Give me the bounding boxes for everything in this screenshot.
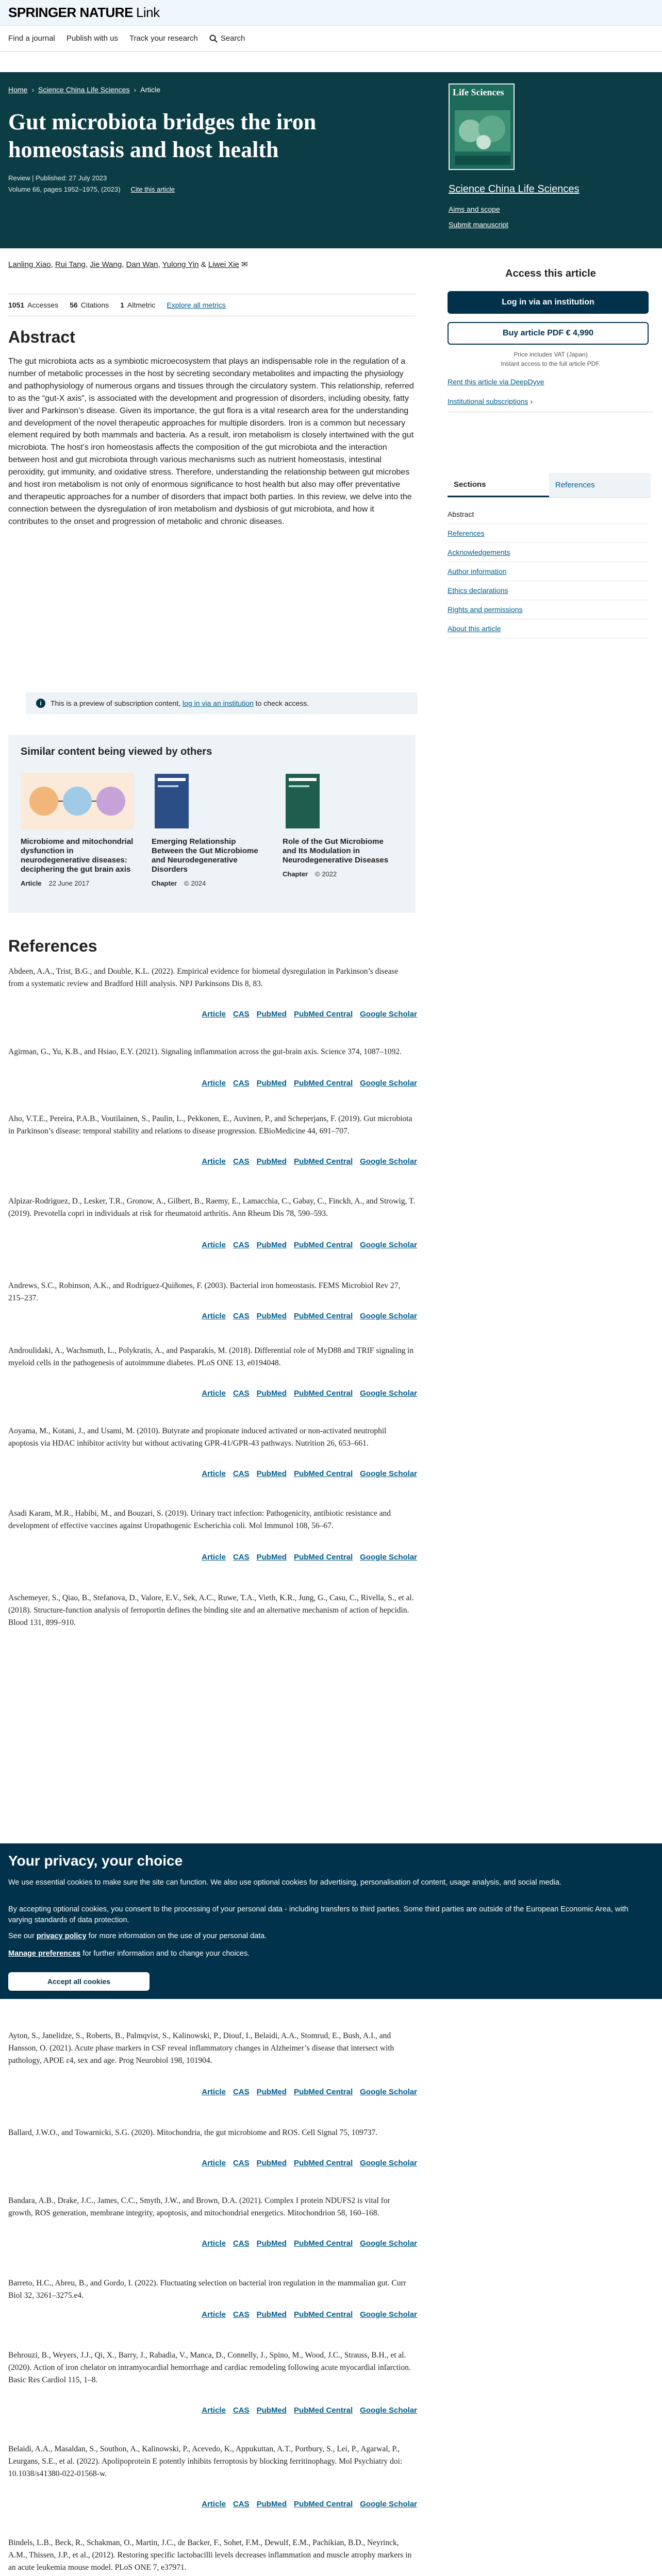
toc-references[interactable]: References bbox=[448, 524, 649, 543]
altmetric-label: Altmetric bbox=[127, 301, 156, 309]
ref-pubmed-central-link[interactable]: PubMed Central bbox=[293, 2406, 353, 2415]
cookie-consent-banner bbox=[0, 1843, 662, 1999]
ref-article-link[interactable]: Article bbox=[202, 1157, 226, 1166]
access-panel bbox=[448, 268, 654, 412]
reference-links bbox=[202, 1079, 417, 1088]
tab-references[interactable]: References bbox=[549, 473, 651, 497]
breadcrumb bbox=[8, 86, 160, 94]
accesses-count: 1051 bbox=[8, 301, 25, 309]
reference-item: Aschemeyer, S., Qiao, B., Stefanova, D., Valore, E.V., Sek, A.C., Ruwe, T.A., Vieth, K.R., Jung, G., Casu, C., Rivella, S., et al. (2018). Structure-function analysis of ferroportin defines the binding site and an alternative mechanism of action of hepcidin. Blood 131, 899–910. bbox=[8, 1594, 414, 1627]
submit-manuscript-link[interactable]: Submit manuscript bbox=[449, 221, 508, 229]
ref-article-link[interactable]: Article bbox=[202, 2239, 226, 2248]
explore-metrics-link[interactable]: Explore all metrics bbox=[167, 301, 226, 309]
ref-pubmed-central-link[interactable]: PubMed Central bbox=[293, 1469, 353, 1478]
ref-pubmed-central-link[interactable]: PubMed Central bbox=[293, 1241, 353, 1249]
ref-pubmed-central-link[interactable]: PubMed Central bbox=[293, 1389, 353, 1398]
reference-item: Behrouzi, B., Weyers, J.J., Qi, X., Barry, J., Rabadia, V., Manca, D., Connelly, J., Spino, M., Wood, J.C., Strauss, B.H., et al. (2020). Action of iron chelator on intramyocardial hemorrhage and cardiac remodeling following acute myocardial infarction. Basic Res Cardiol 115, 1–8. bbox=[8, 2351, 411, 2384]
author-link[interactable]: Rui Tang bbox=[55, 260, 86, 269]
ref-article-link[interactable]: Article bbox=[202, 1010, 226, 1019]
citations-label: Citations bbox=[80, 301, 109, 309]
ref-pubmed-central-link[interactable]: PubMed Central bbox=[293, 2239, 353, 2248]
journal-name-link[interactable]: Science China Life Sciences bbox=[449, 183, 580, 195]
institutional-subscriptions-link[interactable]: Institutional subscriptions bbox=[448, 397, 528, 405]
ref-google-scholar-link[interactable]: Google Scholar bbox=[360, 2088, 417, 2096]
reference-links bbox=[202, 1010, 417, 1019]
accesses-label: Accesses bbox=[27, 301, 59, 309]
track-research-link[interactable]: Track your research bbox=[129, 34, 198, 43]
reference-links bbox=[202, 2310, 417, 2319]
ref-cas-link[interactable]: CAS bbox=[233, 1312, 250, 1320]
breadcrumb-home[interactable]: Home bbox=[8, 86, 28, 94]
reference-links bbox=[202, 1157, 417, 1166]
cookie-paragraph-4: Manage preferences for further information and to change your choices. bbox=[8, 1950, 250, 1958]
cookie-paragraph-1: We use essential cookies to make sure the site can function. We also use optional cookies for advertising, personalisation of content, usage analysis, and social media. bbox=[8, 1878, 562, 1887]
author-link[interactable]: Liwei Xie bbox=[208, 260, 239, 269]
ref-cas-link[interactable]: CAS bbox=[233, 1010, 250, 1019]
reference-item: Andrews, S.C., Robinson, A.K., and Rodríguez-Quiñones, F. (2003). Bacterial iron homeostasis. FEMS Microbiol Rev 27, 215–237. bbox=[8, 1281, 401, 1302]
brand-bar bbox=[0, 0, 662, 26]
author-link[interactable]: Lanling Xiao bbox=[8, 260, 51, 269]
card-title[interactable]: Microbiome and mitochondrial dysfunction in neurodegenerative diseases: deciphering the gut brain axis bbox=[21, 837, 134, 874]
card-meta: Chapter © 2022 bbox=[283, 870, 337, 878]
ref-google-scholar-link[interactable]: Google Scholar bbox=[360, 1010, 417, 1019]
access-heading: Access this article bbox=[505, 268, 596, 279]
references-heading: References bbox=[8, 937, 97, 955]
ref-article-link[interactable]: Article bbox=[202, 1312, 226, 1320]
privacy-policy-link[interactable]: privacy policy bbox=[36, 1932, 87, 1940]
reference-item: Aoyama, M., Kotani, J., and Usami, M. (2010). Butyrate and propionate induced activated or non-activated neutrophil apoptosis via HDAC inhibitor activity but without activating GPR-41/GPR-43 pathways. Nutrition 26, 653–661. bbox=[8, 1427, 387, 1448]
sections-list bbox=[448, 505, 649, 638]
breadcrumb-journal[interactable]: Science China Life Sciences bbox=[38, 86, 130, 94]
price-tax-note: Price includes VAT (Japan) Instant access to the full article PDF. bbox=[501, 351, 601, 367]
ref-pubmed-central-link[interactable]: PubMed Central bbox=[293, 1010, 353, 1019]
institutional-subscriptions bbox=[448, 397, 654, 412]
ref-pubmed-central-link[interactable]: PubMed Central bbox=[293, 2088, 353, 2096]
search-button[interactable] bbox=[209, 34, 245, 43]
ref-pubmed-link[interactable]: PubMed bbox=[256, 1241, 287, 1249]
citations-count: 56 bbox=[70, 301, 78, 309]
ref-cas-link[interactable]: CAS bbox=[233, 1241, 250, 1249]
ref-article-link[interactable]: Article bbox=[202, 1469, 226, 1478]
accept-all-cookies-button[interactable]: Accept all cookies bbox=[8, 1972, 150, 1991]
ref-google-scholar-link[interactable]: Google Scholar bbox=[360, 1389, 417, 1398]
cookie-paragraph-2: By accepting optional cookies, you consent to the processing of your personal data - including transfers to third parties. Some third parties are outside of the European Economic Area, with varying standards of data protection. bbox=[8, 1905, 628, 1924]
journal-links bbox=[449, 205, 508, 236]
similar-content-heading: Similar content being viewed by others bbox=[21, 746, 212, 757]
ref-google-scholar-link[interactable]: Google Scholar bbox=[360, 1079, 417, 1088]
subscription-preview-notice bbox=[26, 692, 418, 714]
ref-cas-link[interactable]: CAS bbox=[233, 2239, 250, 2248]
reference-item: Agirman, G., Yu, K.B., and Hsiao, E.Y. (2021). Signaling inflammation across the gut-brain axis. Science 374, 1087–1092. bbox=[8, 1047, 402, 1056]
institution-login-button[interactable]: Log in via an institution bbox=[448, 291, 649, 314]
author-list: Lanling Xiao, Rui Tang, Jie Wang, Dan Wan, Yulong Yin & Liwei Xie ✉ bbox=[8, 260, 248, 269]
ref-google-scholar-link[interactable]: Google Scholar bbox=[360, 1553, 417, 1562]
top-navigation bbox=[0, 26, 662, 52]
ref-pubmed-link[interactable]: PubMed bbox=[256, 1469, 287, 1478]
ref-pubmed-central-link[interactable]: PubMed Central bbox=[293, 1553, 353, 1562]
similar-content-card[interactable] bbox=[283, 773, 396, 878]
reference-links bbox=[202, 1553, 417, 1562]
reference-links bbox=[202, 2159, 417, 2167]
buy-article-button[interactable]: Buy article PDF € 4,990 bbox=[448, 322, 649, 345]
article-hero bbox=[0, 72, 662, 248]
deepdyve-rent bbox=[448, 378, 654, 386]
reference-item: Barreto, H.C., Abreu, B., and Gordo, I. (2022). Fluctuating selection on bacterial iron regulation in the mammalian gut. Curr Biol 32, 3261–3275.e4. bbox=[8, 2279, 406, 2300]
ref-pubmed-central-link[interactable]: PubMed Central bbox=[293, 2500, 353, 2509]
ref-pubmed-link[interactable]: PubMed bbox=[256, 2500, 287, 2509]
toc-abstract[interactable]: Abstract bbox=[448, 505, 649, 524]
reference-item: Bandara, A.B., Drake, J.C., James, C.C., Smyth, J.W., and Brown, D.A. (2021). Complex I protein NDUFS2 is vital for growth, ROS generation, membrane integrity, apoptosis, and mitochondrial energetics. Mitochondrion 58, 160–168. bbox=[8, 2196, 390, 2217]
reference-links bbox=[202, 1312, 417, 1320]
ref-pubmed-link[interactable]: PubMed bbox=[256, 2159, 287, 2167]
ref-pubmed-central-link[interactable]: PubMed Central bbox=[293, 2159, 353, 2167]
ref-pubmed-central-link[interactable]: PubMed Central bbox=[293, 1312, 353, 1320]
reference-item: Bindels, L.B., Beck, R., Schakman, O., Martin, J.C., de Backer, F., Sohet, F.M., Dewulf, E.M., Pachikian, B.D., Neyrinck, A.M., Thissen, J.P., et al., (2012). Restoring specific lactobacilli levels decreases inflammation and muscle atrophy markers in an acute leukemia mouse model. PLoS ONE 7, e37971. bbox=[8, 2538, 412, 2572]
author-link[interactable]: Dan Wan bbox=[126, 260, 158, 269]
author-link[interactable]: Jie Wang bbox=[90, 260, 122, 269]
reference-item: Alpizar-Rodriguez, D., Lesker, T.R., Gronow, A., Gilbert, B., Raemy, E., Lamacchia, C., Gabay, C., Finckh, A., and Strowig, T. (2019). Prevotella copri in individuals at risk for rheumatoid arthritis. Ann Rheum Dis 78, 590–593. bbox=[8, 1197, 416, 1218]
ref-pubmed-link[interactable]: PubMed bbox=[256, 1312, 287, 1320]
reference-links bbox=[202, 1469, 417, 1478]
chevron-right-icon: › bbox=[530, 397, 533, 405]
ref-google-scholar-link[interactable]: Google Scholar bbox=[360, 1312, 417, 1320]
article-volume-line bbox=[8, 185, 175, 193]
ref-article-link[interactable]: Article bbox=[202, 2500, 226, 2509]
reference-item: Ayton, S., Janelidze, S., Roberts, B., Palmqvist, S., Kalinowski, P., Diouf, I., Belaidi, A.A., Stomrud, E., Bush, A.I., and Hansson, O. (2021). Acute phase markers in CSF reveal inflammatory changes in Alzheimer’s disease that intersect with pathology, APOE ε4, sex and age. Prog Neurobiol 198, 101904. bbox=[8, 2031, 394, 2065]
ref-article-link[interactable]: Article bbox=[202, 1079, 226, 1088]
reference-item: Asadi Karam, M.R., Habibi, M., and Bouzari, S. (2019). Urinary tract infection: Pathogenicity, antibiotic resistance and development of effective vaccines against Uropathogenic Escherichia coli. Mol Immunol 108, 56–67. bbox=[8, 1509, 391, 1530]
institution-login-link[interactable]: log in via an institution bbox=[183, 699, 254, 707]
ref-pubmed-link[interactable]: PubMed bbox=[256, 1079, 287, 1088]
article-metrics bbox=[8, 294, 416, 316]
breadcrumb-article: Article bbox=[140, 86, 161, 94]
ref-google-scholar-link[interactable]: Google Scholar bbox=[360, 1469, 417, 1478]
reference-links bbox=[202, 2088, 417, 2096]
deepdyve-link[interactable]: Rent this article via DeepDyve bbox=[448, 378, 544, 386]
citations-metric bbox=[70, 301, 109, 309]
ref-cas-link[interactable]: CAS bbox=[233, 2406, 250, 2415]
ref-article-link[interactable]: Article bbox=[202, 2159, 226, 2167]
manage-preferences-link[interactable]: Manage preferences bbox=[8, 1950, 81, 1958]
article-volume: Volume 66, pages 1952–1975, (2023) bbox=[8, 185, 121, 193]
ref-cas-link[interactable]: CAS bbox=[233, 2500, 250, 2509]
reference-links bbox=[202, 2406, 417, 2415]
breadcrumb-separator-icon: › bbox=[134, 86, 137, 94]
preview-text: This is a preview of subscription content, log in via an institution to check access. bbox=[51, 699, 309, 707]
abstract-heading: Abstract bbox=[8, 328, 75, 346]
reference-links bbox=[202, 1241, 417, 1249]
cover-art-icon bbox=[450, 84, 515, 170]
ref-google-scholar-link[interactable]: Google Scholar bbox=[360, 2406, 417, 2415]
similar-content-card[interactable] bbox=[152, 773, 265, 887]
email-icon[interactable]: ✉ bbox=[241, 260, 248, 269]
abstract-text: The gut microbiota acts as a symbiotic microecosystem that plays an indispensable role in the regulation of a number of metabolic processes in the host by secreting secondary metabolites and impacting the physiology and pathophysiology of numerous organs and tissues through the circulatory system. This relationship, referred to as the “gut-X axis”, is associated with the development and progression of disorders, including obesity, fatty liver and Parkinson’s disease. Given its importance, the gut flora is a vital research area for the understanding and development of the novel therapeutic approaches for multiple disorders. Iron is a common but necessary element required by both mammals and bacteria. As a result, iron metabolism is closely intertwined with the gut microbiota. The host’s iron homeostasis affects the composition of the gut microbiota and the interaction between host and gut microbiota through various mechanisms such as nutrient homeostasis, intestinal peroxidity, gut immunity, and oxidative stress. Therefore, understanding the relationship between gut microbes and host iron metabolism is not only of enormous significance to host health but also may offer preventative and therapeutic approaches for a number of disorders that impact both parties. In this review, we delve into the connection between the dysregulation of iron metabolism and dysbiosis of gut microbiota, and how it contributes to the onset and progression of metabolic and chronic diseases. bbox=[8, 357, 414, 526]
toc-rights-permissions[interactable]: Rights and permissions bbox=[448, 600, 649, 619]
tab-sections[interactable]: Sections bbox=[448, 473, 549, 497]
find-journal-link[interactable]: Find a journal bbox=[8, 34, 55, 43]
card-meta: Chapter © 2024 bbox=[152, 879, 206, 887]
ref-article-link[interactable]: Article bbox=[202, 2406, 226, 2415]
toc-author-information[interactable]: Author information bbox=[448, 562, 649, 581]
ref-cas-link[interactable]: CAS bbox=[233, 1389, 250, 1398]
search-icon bbox=[209, 35, 218, 43]
ref-cas-link[interactable]: CAS bbox=[233, 2159, 250, 2167]
ref-pubmed-central-link[interactable]: PubMed Central bbox=[293, 1157, 353, 1166]
ref-pubmed-central-link[interactable]: PubMed Central bbox=[293, 1079, 353, 1088]
altmetric-metric bbox=[120, 301, 155, 309]
card-thumbnail-image bbox=[152, 773, 265, 829]
reference-item: Aho, V.T.E., Pereira, P.A.B., Voutilainen, S., Paulin, L., Pekkonen, E., Auvinen, P., and Scheperjans, F. (2019). Gut microbiota in Parkinson’s disease: temporal stability and relations to disease progression. EBioMedicine 44, 691–707. bbox=[8, 1114, 412, 1136]
ref-pubmed-link[interactable]: PubMed bbox=[256, 1010, 287, 1019]
similar-content-card[interactable] bbox=[21, 773, 134, 887]
reference-links bbox=[202, 2500, 417, 2509]
reference-item: Ballard, J.W.O., and Towarnicki, S.G. (2020). Mitochondria, the gut microbiome and ROS. Cell Signal 75, 109737. bbox=[8, 2128, 378, 2137]
ref-article-link[interactable]: Article bbox=[202, 1241, 226, 1249]
cookie-paragraph-3: See our privacy policy for more information on the use of your personal data. bbox=[8, 1932, 267, 1940]
card-title[interactable]: Emerging Relationship Between the Gut Microbiome and Neurodegenerative Disorders bbox=[152, 837, 258, 874]
reference-links bbox=[202, 1389, 417, 1398]
springer-nature-logo[interactable]: SPRINGER NATURE Link bbox=[8, 5, 160, 20]
ref-google-scholar-link[interactable]: Google Scholar bbox=[360, 2310, 417, 2319]
ref-google-scholar-link[interactable]: Google Scholar bbox=[360, 2500, 417, 2509]
reference-item: Androulidaki, A., Wachsmuth, L., Polykratis, A., and Pasparakis, M. (2018). Differential role of MyD88 and TRIF signaling in myeloid cells in the pathogenesis of autoimmune diabetes. PLoS ONE 13, e0194048. bbox=[8, 1346, 414, 1367]
search-label: Search bbox=[220, 34, 245, 43]
ref-pubmed-link[interactable]: PubMed bbox=[256, 1553, 287, 1562]
card-thumbnail-image bbox=[283, 773, 396, 829]
ref-cas-link[interactable]: CAS bbox=[233, 1553, 250, 1562]
reference-item: Belaidi, A.A., Masaldan, S., Southon, A., Kalinowski, P., Acevedo, K., Appukuttan, A.T., Portbury, S., Lei, P., Agarwal, P., Leurgans, S.E., et al. (2022). Apolipoprotein E potently inhibits ferroptosis by blocking ferritinophagy. Mol Psychiatry doi: 10.1038/s41380-022-01568-w. bbox=[8, 2445, 403, 2478]
ref-cas-link[interactable]: CAS bbox=[233, 1469, 250, 1478]
cite-article-link[interactable]: Cite this article bbox=[130, 185, 175, 193]
ref-pubmed-central-link[interactable]: PubMed Central bbox=[293, 2310, 353, 2319]
toc-about-article[interactable]: About this article bbox=[448, 619, 649, 638]
card-thumbnail-image bbox=[21, 773, 134, 829]
ref-article-link[interactable]: Article bbox=[202, 2310, 226, 2319]
aims-scope-link[interactable]: Aims and scope bbox=[449, 205, 500, 213]
altmetric-count: 1 bbox=[120, 301, 124, 309]
ref-pubmed-link[interactable]: PubMed bbox=[256, 2239, 287, 2248]
journal-cover-title: Life Sciences bbox=[453, 87, 504, 97]
author-link[interactable]: Yulong Yin bbox=[162, 260, 199, 269]
ref-google-scholar-link[interactable]: Google Scholar bbox=[360, 2159, 417, 2167]
reference-links bbox=[202, 2239, 417, 2248]
breadcrumb-separator-icon: › bbox=[31, 86, 35, 94]
ref-google-scholar-link[interactable]: Google Scholar bbox=[360, 1157, 417, 1166]
ref-cas-link[interactable]: CAS bbox=[233, 1079, 250, 1088]
toc-ethics-declarations[interactable]: Ethics declarations bbox=[448, 581, 649, 600]
publish-link[interactable]: Publish with us bbox=[66, 34, 118, 43]
card-meta: Article 22 June 2017 bbox=[21, 879, 90, 887]
ref-pubmed-link[interactable]: PubMed bbox=[256, 1157, 287, 1166]
accesses-metric bbox=[8, 301, 58, 309]
sidebar-tabs bbox=[448, 473, 651, 498]
reference-item: Abdeen, A.A., Trist, B.G., and Double, K.L. (2022). Empirical evidence for biometal dysregulation in Parkinson’s disease from a systematic review and Bradford Hill analysis. NPJ Parkinsons Dis 8, 83. bbox=[8, 967, 399, 988]
ref-cas-link[interactable]: CAS bbox=[233, 2088, 250, 2096]
ref-article-link[interactable]: Article bbox=[202, 2088, 226, 2096]
similar-content-panel bbox=[8, 735, 416, 913]
card-title[interactable]: Role of the Gut Microbiome and Its Modulation in Neurodegenerative Diseases bbox=[283, 837, 389, 865]
ref-article-link[interactable]: Article bbox=[202, 1553, 226, 1562]
ref-pubmed-link[interactable]: PubMed bbox=[256, 2406, 287, 2415]
info-icon: i bbox=[36, 699, 45, 708]
ref-article-link[interactable]: Article bbox=[202, 1389, 226, 1398]
ref-google-scholar-link[interactable]: Google Scholar bbox=[360, 1241, 417, 1249]
ref-google-scholar-link[interactable]: Google Scholar bbox=[360, 2239, 417, 2248]
ref-cas-link[interactable]: CAS bbox=[233, 1157, 250, 1166]
ref-pubmed-link[interactable]: PubMed bbox=[256, 1389, 287, 1398]
journal-cover-image[interactable] bbox=[449, 83, 515, 170]
article-title: Gut microbiota bridges the iron homeostasis and host health bbox=[8, 109, 317, 162]
cookie-title: Your privacy, your choice bbox=[8, 1853, 183, 1869]
ref-pubmed-link[interactable]: PubMed bbox=[256, 2088, 287, 2096]
ref-cas-link[interactable]: CAS bbox=[233, 2310, 250, 2319]
article-type-date: Review | Published: 27 July 2023 bbox=[8, 174, 107, 182]
toc-acknowledgements[interactable]: Acknowledgements bbox=[448, 543, 649, 562]
ref-pubmed-link[interactable]: PubMed bbox=[256, 2310, 287, 2319]
